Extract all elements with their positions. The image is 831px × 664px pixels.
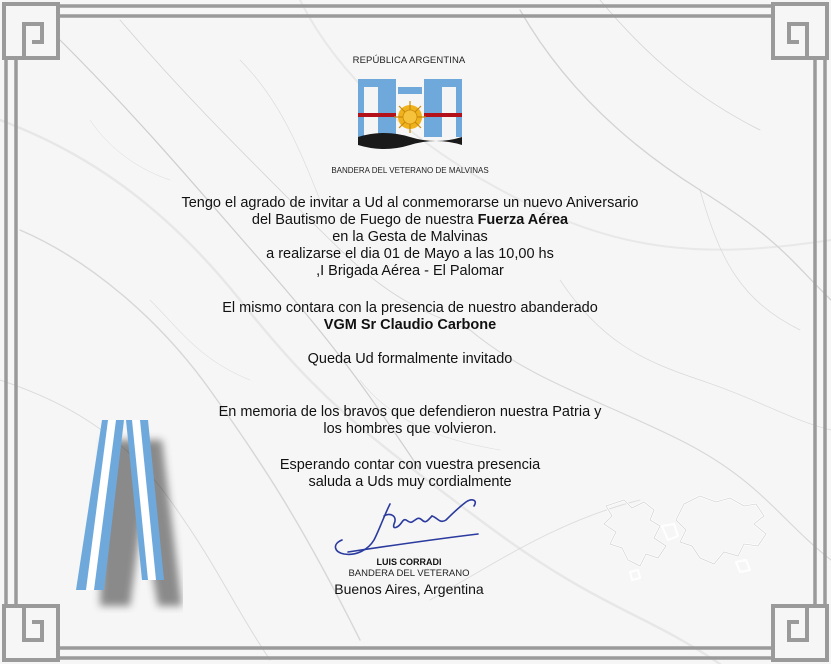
malvinas-islands-outline — [596, 486, 776, 586]
invitation-line-2 — [110, 212, 710, 229]
corner-key-top-right — [773, 4, 827, 58]
presence-line: El mismo contara con la presencia de nuestro abanderado — [222, 300, 598, 316]
invitation-line-2-text: del Bautismo de Fuego de nuestra — [251, 212, 478, 228]
flag-a-graphic — [68, 418, 183, 613]
invitation-line-4: a realizarse el dia 01 de Mayo a las 10,00 hs — [266, 246, 554, 262]
corner-key-top-left — [4, 4, 58, 58]
standard-bearer-text: VGM Sr Claudio Carbone — [323, 317, 497, 333]
memory-line-2: los hombres que volvieron. — [323, 421, 497, 437]
place-line: Buenos Aires, Argentina — [334, 581, 484, 597]
veteran-flag-emblem — [358, 79, 462, 149]
handwritten-signature — [328, 494, 498, 560]
corner-key-bottom-left — [4, 606, 58, 660]
invitation-line-1: Tengo el agrado de invitar a Ud al conmemorarse un nuevo Aniversario — [181, 195, 639, 211]
closing-line-1: Esperando contar con vuestra presencia — [279, 457, 541, 473]
country-heading: REPÚBLICA ARGENTINA — [352, 55, 466, 66]
memory-line-1: En memoria de los bravos que defendieron nuestra Patria y — [218, 404, 602, 420]
invitation-line-5: ,I Brigada Aérea - El Palomar — [316, 263, 504, 279]
signatory-title: BANDERA DEL VETERANO — [348, 568, 470, 579]
sun-icon — [394, 101, 426, 133]
closing-line-2: saluda a Uds muy cordialmente — [308, 474, 512, 490]
standard-bearer-name — [110, 317, 710, 334]
invited-line: Queda Ud formalmente invitado — [307, 351, 513, 367]
corner-key-bottom-right — [773, 606, 827, 660]
flag-caption: BANDERA DEL VETERANO DE MALVINAS — [331, 166, 489, 175]
air-force-name: Fuerza Aérea — [477, 212, 569, 228]
invitation-line-3: en la Gesta de Malvinas — [332, 229, 488, 245]
signatory-name: LUIS CORRADI — [376, 557, 442, 567]
